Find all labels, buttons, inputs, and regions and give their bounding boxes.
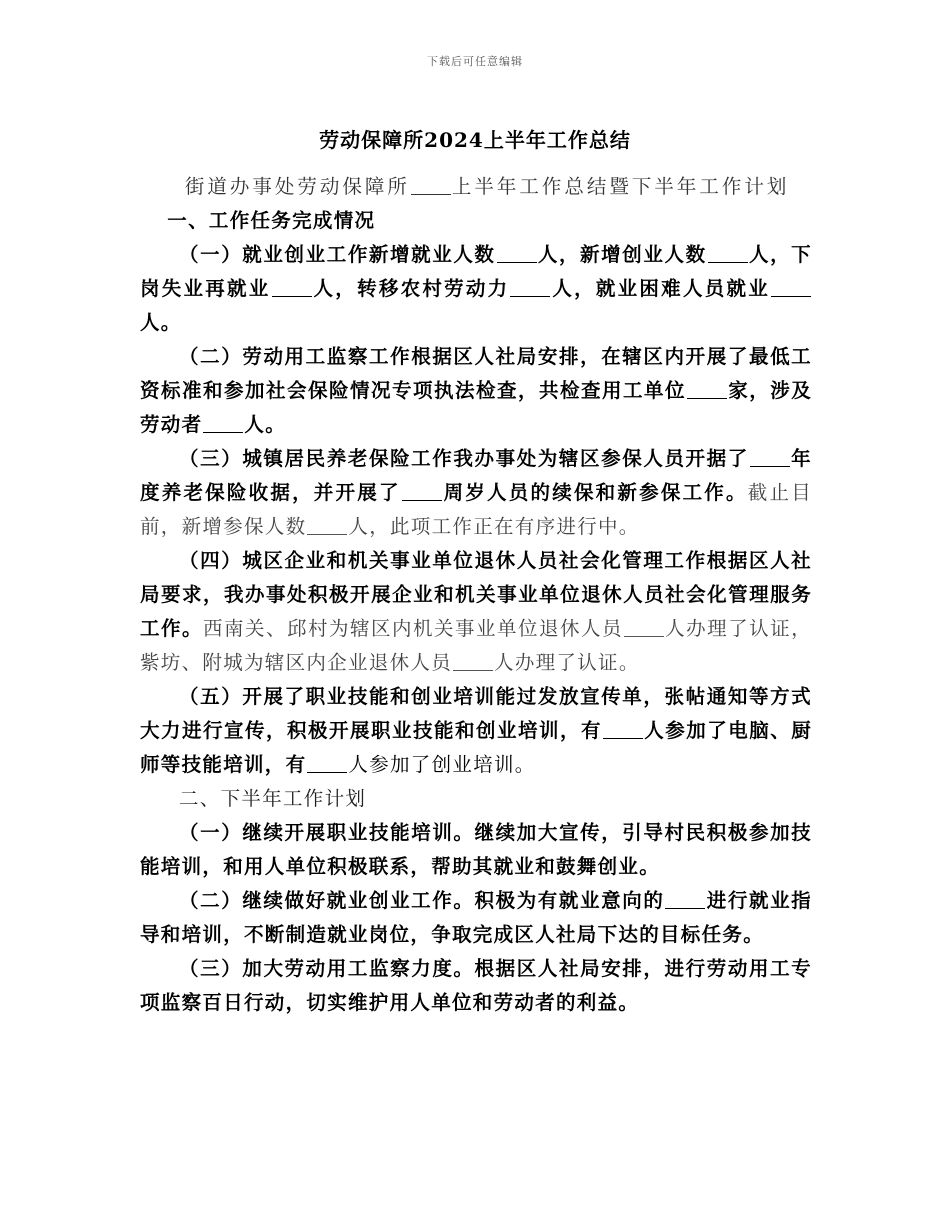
- blank-field: [272, 276, 312, 297]
- text-run: 人。: [244, 413, 287, 436]
- blank-field: [665, 888, 705, 909]
- blank-field: [402, 480, 442, 501]
- text-run: 周岁人员的续保和新参保工作。: [442, 481, 748, 504]
- text-run: 人，新增创业人数: [537, 243, 707, 266]
- section1-heading: 一、工作任务完成情况: [167, 209, 376, 232]
- section1-item3: [140, 442, 812, 544]
- blank-field: [307, 514, 347, 535]
- subtitle-line: [140, 170, 812, 204]
- text-run: 人。: [140, 311, 182, 334]
- subtitle-part2: 上半年工作总结暨下半年工作计划: [451, 175, 790, 198]
- blank-field: [771, 276, 811, 297]
- text-run: 人，转移农村劳动力: [312, 277, 510, 300]
- section1-item1: [140, 238, 812, 340]
- section2-item1: （一）继续开展职业技能培训。继续加大宣传，引导村民积极参加技能培训，和用人单位积极联系，帮助其就业和鼓舞创业。: [140, 821, 812, 878]
- blank-field: [603, 718, 643, 739]
- header-note: 下载后可任意编辑: [427, 55, 523, 68]
- blank-field: [307, 752, 347, 773]
- text-run: 截止目前，新增参保人数: [140, 481, 812, 538]
- text-run: 人参加了电脑、厨师等技能培训，有: [140, 719, 812, 776]
- text-run: （四）城区企业和机关事业单位退休人员社会化管理工作根据区人社局要求，我办事处积极开展企业和机关事业单位退休人员社会化管理服务工作。: [140, 549, 812, 640]
- text-run: （三）城镇居民养老保险工作我办事处为辖区参保人员开据了: [179, 447, 749, 470]
- blank-field: [750, 446, 790, 467]
- blank-field: [687, 378, 727, 399]
- section2-item3: （三）加大劳动用工监察力度。根据区人社局安排，进行劳动用工专项监察百日行动，切实维护用人单位和劳动者的利益。: [140, 957, 812, 1014]
- blank-field: [411, 174, 451, 195]
- text-run: 西南关、邱村为辖区内机关事业单位退休人员: [203, 617, 623, 640]
- subtitle-part1: 街道办事处劳动保障所: [184, 175, 410, 198]
- text-run: 人办理了认证，紫坊、附城为辖区内企业退休人员: [140, 617, 812, 674]
- text-run: （二）劳动用工监察工作根据区人社局安排，在辖区内开展了最低工资标准和参加社会保险情况专项执法检查，共检查用工单位: [140, 345, 812, 402]
- text-run: 人参加了创业培训。: [348, 753, 536, 776]
- text-run: （一）就业创业工作新增就业人数: [179, 243, 496, 266]
- text-run: 人办理了认证。: [494, 651, 640, 674]
- section1-item2: [140, 340, 812, 442]
- blank-field: [203, 412, 243, 433]
- text-run: 年度养老保险收据，并开展了: [140, 447, 812, 504]
- blank-field: [497, 242, 537, 263]
- text-run: 人，此项工作正在有序进行中。: [348, 515, 640, 538]
- section2-item2: [140, 884, 812, 952]
- document-body: [140, 170, 812, 1020]
- section1-item5: [140, 680, 812, 782]
- blank-field: [453, 650, 493, 671]
- section1-item4: [140, 544, 812, 680]
- text-run: 进行就业指导和培训，不断制造就业岗位，争取完成区人社局下达的目标任务。: [140, 889, 812, 946]
- blank-field: [510, 276, 550, 297]
- blank-field: [624, 616, 664, 637]
- text-run: （二）继续做好就业创业工作。积极为有就业意向的: [179, 889, 665, 912]
- document-title: 劳动保障所2024上半年工作总结: [319, 128, 631, 152]
- text-run: 人，就业困难人员就业: [551, 277, 770, 300]
- text-run: （五）开展了职业技能和创业培训能过发放宣传单，张帖通知等方式大力进行宣传，积极开展职业技能和创业培训，有: [140, 685, 812, 742]
- text-run: 人，下岗失业再就业: [140, 243, 812, 300]
- section2-heading: 二、下半年工作计划: [179, 787, 367, 810]
- blank-field: [708, 242, 748, 263]
- text-run: 家，涉及劳动者: [140, 379, 812, 436]
